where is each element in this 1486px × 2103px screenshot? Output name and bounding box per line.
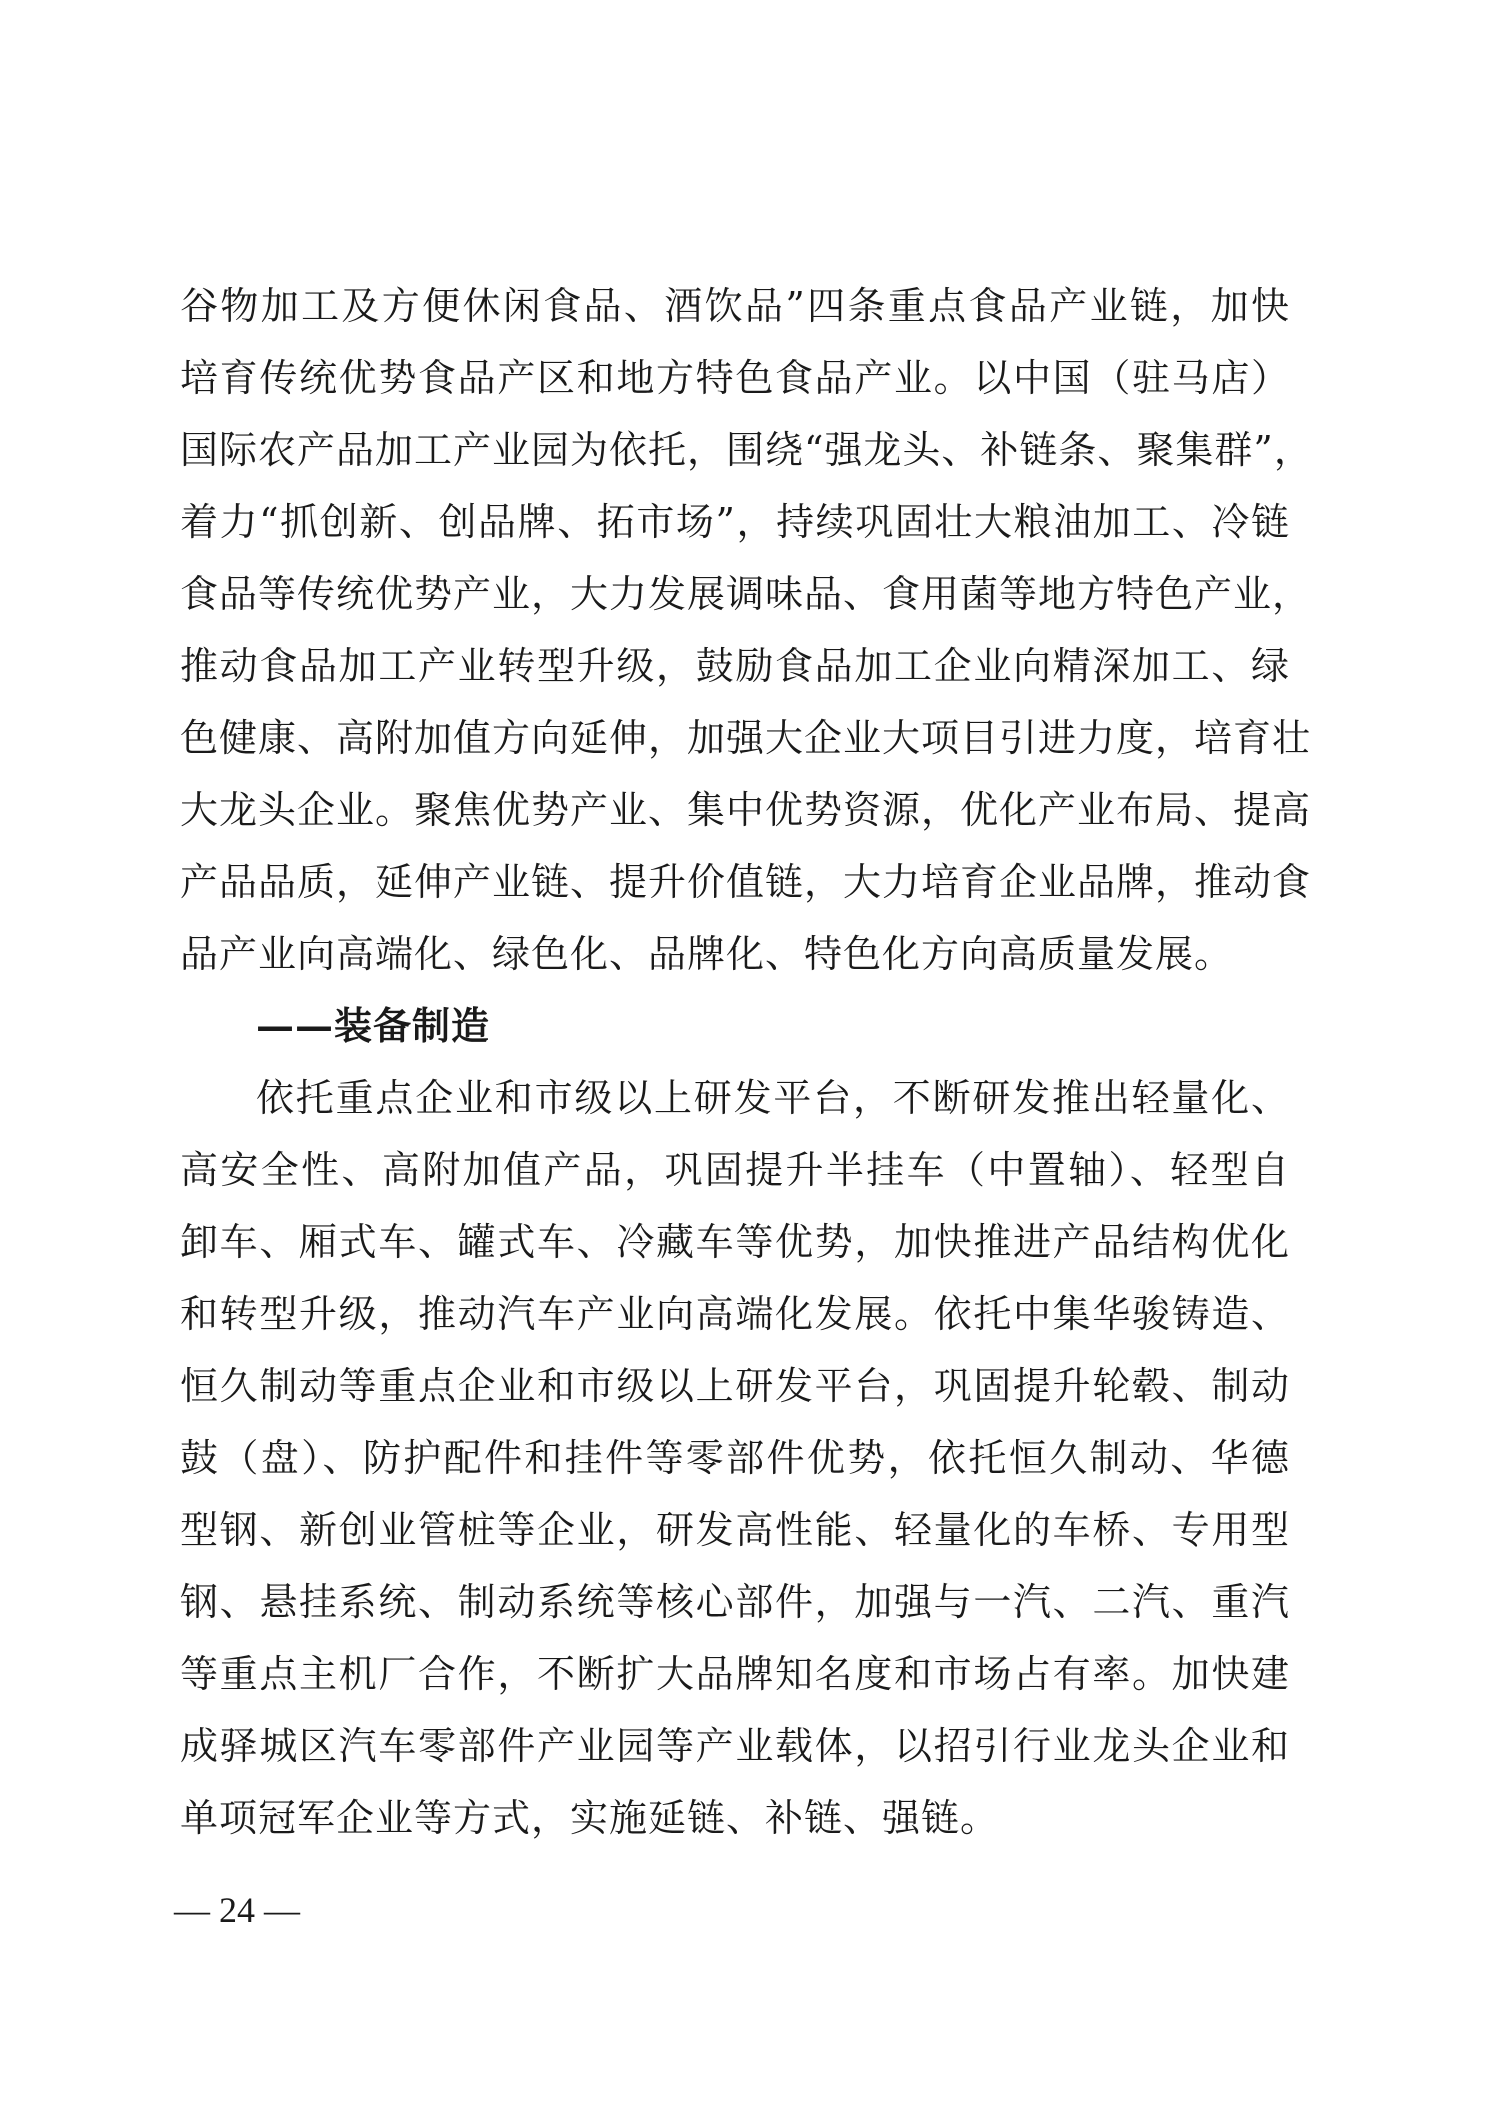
text-line: 品产业向高端化、绿色化、品牌化、特色化方向高质量发展。 xyxy=(180,932,1234,976)
text-line: 食品等传统优势产业，大力发展调味品、食用菌等地方特色产业， xyxy=(180,572,1312,616)
text-line: 依托重点企业和市级以上研发平台，不断研发推出轻量化、 xyxy=(256,1076,1290,1120)
text-line: 钢、悬挂系统、制动系统等核心部件，加强与一汽、二汽、重汽 xyxy=(180,1580,1290,1624)
text-line: 着力“抓创新、创品牌、拓市场”，持续巩固壮大粮油加工、冷链 xyxy=(180,500,1290,544)
text-line: 大龙头企业。聚焦优势产业、集中优势资源，优化产业布局、提高 xyxy=(180,788,1312,832)
text-line: 国际农产品加工产业园为依托，围绕“强龙头、补链条、聚集群”， xyxy=(180,428,1313,472)
text-line: 色健康、高附加值方向延伸，加强大企业大项目引进力度，培育壮 xyxy=(180,716,1312,760)
text-line: 型钢、新创业管桩等企业，研发高性能、轻量化的车桥、专用型 xyxy=(180,1508,1290,1552)
text-line: 鼓（盘）、防护配件和挂件等零部件优势，依托恒久制动、华德 xyxy=(180,1436,1290,1480)
text-line: 培育传统优势食品产区和地方特色食品产业。以中国（驻马店） xyxy=(180,356,1290,400)
text-line: 成驿城区汽车零部件产业园等产业载体，以招引行业龙头企业和 xyxy=(180,1724,1290,1768)
text-line: 高安全性、高附加值产品，巩固提升半挂车（中置轴）、轻型自 xyxy=(180,1148,1290,1192)
text-line: 推动食品加工产业转型升级，鼓励食品加工企业向精深加工、绿 xyxy=(180,644,1290,688)
section-heading: ——装备制造 xyxy=(256,1003,491,1048)
text-line: 卸车、厢式车、罐式车、冷藏车等优势，加快推进产品结构优化 xyxy=(180,1220,1290,1264)
text-line: 产品品质，延伸产业链、提升价值链，大力培育企业品牌，推动食 xyxy=(180,860,1312,904)
text-line: 谷物加工及方便休闲食品、酒饮品”四条重点食品产业链，加快 xyxy=(180,284,1290,328)
text-line: 单项冠军企业等方式，实施延链、补链、强链。 xyxy=(180,1796,1000,1840)
text-line: 等重点主机厂合作，不断扩大品牌知名度和市场占有率。加快建 xyxy=(180,1652,1290,1696)
text-line: 恒久制动等重点企业和市级以上研发平台，巩固提升轮毂、制动 xyxy=(180,1364,1290,1408)
text-line: 和转型升级，推动汽车产业向高端化发展。依托中集华骏铸造、 xyxy=(180,1292,1290,1336)
page-number: — 24 — xyxy=(174,1890,300,1930)
